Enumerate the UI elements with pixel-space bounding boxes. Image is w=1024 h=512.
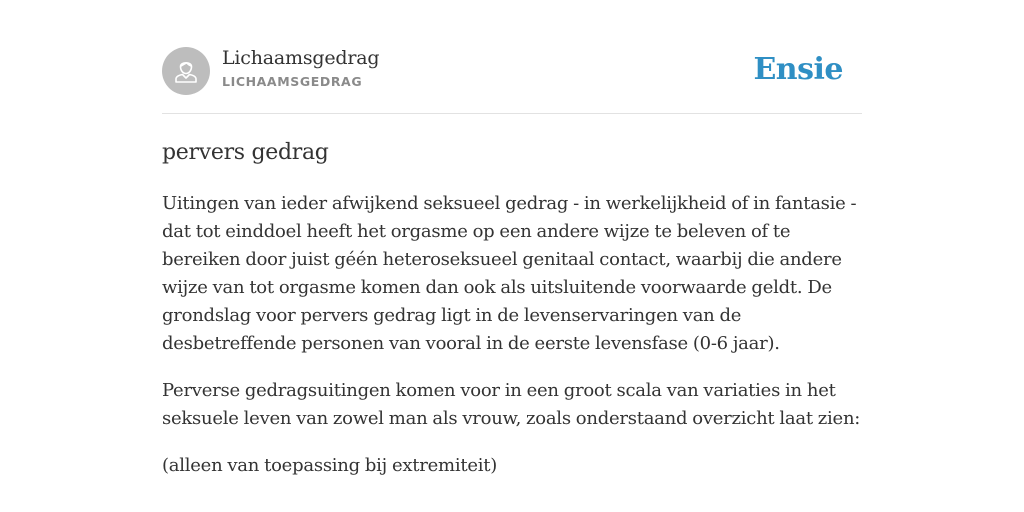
article-body (162, 190, 862, 499)
header-divider (162, 113, 862, 114)
author-info (222, 46, 379, 89)
article-paragraph: Perverse gedragsuitingen komen voor in een groot scala van variaties in het seksuele leven van zowel man als vrouw, zoals onderstaand overzicht laat zien: (162, 380, 861, 429)
author-name[interactable]: Lichaamsgedrag (222, 47, 380, 69)
author-subtitle[interactable]: LICHAAMSGEDRAG (222, 74, 363, 89)
avatar[interactable] (162, 47, 210, 95)
article-header (162, 46, 862, 96)
ensie-logo[interactable]: Ensie (753, 52, 843, 87)
page-title: pervers gedrag (162, 140, 329, 165)
article-paragraph: Uitingen van ieder afwijkend seksueel gedrag - in werkelijkheid of in fantasie - dat tot einddoel heeft het orgasme op een andere wijze te beleven of te bereiken door juist géén heteroseksueel genitaal contact, waarbij die andere wijze van tot orgasme komen dan ook als uitsluitende voorwaarde geldt. De grondslag voor pervers gedrag ligt in de levenservaringen van de desbetreffende personen van vooral in de eerste levensfase (0-6 jaar). (162, 193, 857, 354)
user-icon (171, 56, 201, 86)
article-paragraph: (alleen van toepassing bij extremiteit) (162, 455, 497, 476)
article-page (162, 0, 862, 512)
